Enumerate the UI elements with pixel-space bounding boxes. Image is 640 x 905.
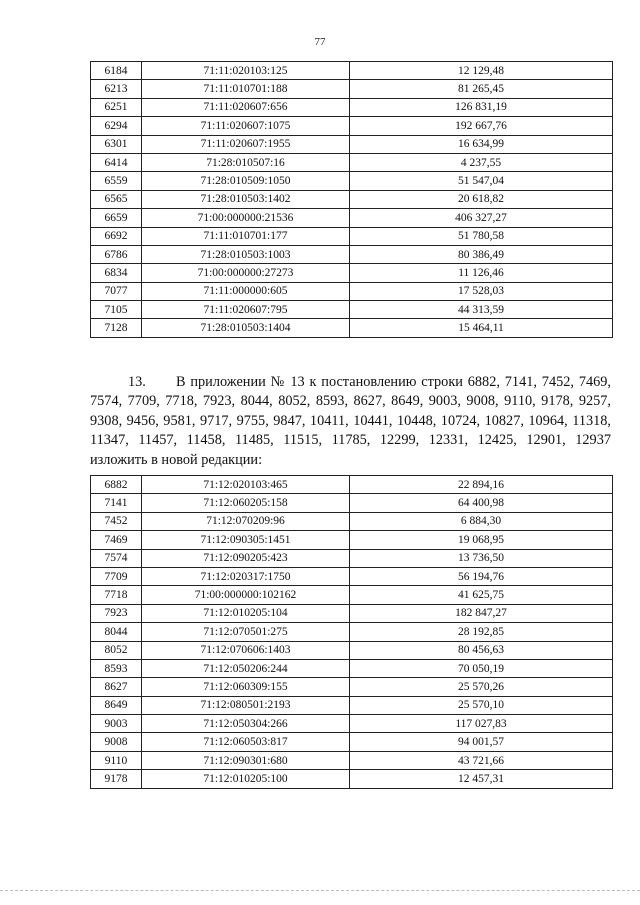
row-number-cell: 7077 [91,282,142,300]
value-cell: 126 831,19 [350,98,613,116]
cadastral-number-cell: 71:12:080501:2193 [142,696,350,714]
row-number-cell: 7452 [91,512,142,530]
table-row [91,751,613,769]
table-row [91,319,613,337]
cadastral-number-cell: 71:11:020103:125 [142,62,350,80]
value-cell: 41 625,75 [350,586,613,604]
row-number-cell: 7105 [91,301,142,319]
cadastral-number-cell: 71:12:090205:423 [142,549,350,567]
value-cell: 44 313,59 [350,301,613,319]
value-cell: 15 464,11 [350,319,613,337]
cadastral-number-cell: 71:28:010503:1003 [142,245,350,263]
table-row [91,641,613,659]
cadastral-number-cell: 71:00:000000:102162 [142,586,350,604]
cadastral-number-cell: 71:12:020103:465 [142,476,350,494]
cadastral-number-cell: 71:12:060503:817 [142,733,350,751]
cadastral-number-cell: 71:12:060309:155 [142,678,350,696]
table-row [91,80,613,98]
row-number-cell: 6414 [91,153,142,171]
table-row [91,586,613,604]
row-number-cell: 6565 [91,190,142,208]
cadastral-number-cell: 71:12:020317:1750 [142,567,350,585]
table-row [91,301,613,319]
table-row [91,494,613,512]
row-number-cell: 6692 [91,227,142,245]
cadastral-number-cell: 71:12:010205:104 [142,604,350,622]
row-number-cell: 9110 [91,751,142,769]
value-cell: 12 129,48 [350,62,613,80]
cadastral-number-cell: 71:12:060205:158 [142,494,350,512]
cadastral-number-cell: 71:12:050206:244 [142,659,350,677]
value-cell: 17 528,03 [350,282,613,300]
row-number-cell: 9003 [91,715,142,733]
cadastral-number-cell: 71:28:010503:1402 [142,190,350,208]
cadastral-number-cell: 71:11:020607:795 [142,301,350,319]
row-number-cell: 7469 [91,531,142,549]
row-number-cell: 6882 [91,476,142,494]
table-row [91,715,613,733]
cadastral-number-cell: 71:12:010205:100 [142,770,350,788]
cadastral-number-cell: 71:11:020607:656 [142,98,350,116]
cadastral-number-cell: 71:11:020607:1075 [142,117,350,135]
table-row [91,604,613,622]
value-cell: 28 192,85 [350,623,613,641]
cadastral-number-cell: 71:28:010503:1404 [142,319,350,337]
table-row [91,623,613,641]
table-row [91,512,613,530]
cadastral-number-cell: 71:11:010701:188 [142,80,350,98]
row-number-cell: 7574 [91,549,142,567]
cadastral-number-cell: 71:12:090301:680 [142,751,350,769]
row-number-cell: 6213 [91,80,142,98]
value-cell: 13 736,50 [350,549,613,567]
value-cell: 56 194,76 [350,567,613,585]
table-row [91,282,613,300]
value-cell: 16 634,99 [350,135,613,153]
table-row [91,245,613,263]
cadastral-table-top-body [91,62,613,338]
value-cell: 117 027,83 [350,715,613,733]
value-cell: 192 667,76 [350,117,613,135]
row-number-cell: 6251 [91,98,142,116]
value-cell: 43 721,66 [350,751,613,769]
value-cell: 64 400,98 [350,494,613,512]
paragraph-number: 13. [128,374,146,390]
value-cell: 81 265,45 [350,80,613,98]
cadastral-table-top [90,61,613,338]
paragraph-text: В приложении № 13 к постановлению строки 6882, 7141, 7452, 7469, 7574, 7709, 7718, 7923, 8044, 8052, 8593, 8627, 8649, 9003, 9008, 9110, 9178, 9257, 9308, 9456, 9581, 9717, 9755, 9847, 10411, 10441, 10448, 10724, 10827, 10964, 11318, 11347, 11457, 11458, 11485, 11515, 11785, 12299, 12331, 12425, 12901, 12937 изложить в новой редакции: [90,374,611,468]
value-cell: 51 780,58 [350,227,613,245]
row-number-cell: 8052 [91,641,142,659]
table-row [91,549,613,567]
table-row [91,567,613,585]
row-number-cell: 6559 [91,172,142,190]
amendment-paragraph [90,373,611,470]
value-cell: 94 001,57 [350,733,613,751]
cadastral-number-cell: 71:28:010509:1050 [142,172,350,190]
table-row [91,696,613,714]
row-number-cell: 7141 [91,494,142,512]
table-row [91,678,613,696]
value-cell: 12 457,31 [350,770,613,788]
cadastral-number-cell: 71:12:090305:1451 [142,531,350,549]
table-row [91,264,613,282]
cadastral-table-bottom [90,475,613,789]
row-number-cell: 8627 [91,678,142,696]
table-row [91,476,613,494]
table-row [91,733,613,751]
row-number-cell: 9178 [91,770,142,788]
row-number-cell: 8044 [91,623,142,641]
row-number-cell: 6834 [91,264,142,282]
footer-rule [0,890,640,892]
table-row [91,62,613,80]
table-row [91,209,613,227]
cadastral-number-cell: 71:11:020607:1955 [142,135,350,153]
value-cell: 70 050,19 [350,659,613,677]
value-cell: 4 237,55 [350,153,613,171]
row-number-cell: 7718 [91,586,142,604]
value-cell: 6 884,30 [350,512,613,530]
row-number-cell: 7923 [91,604,142,622]
row-number-cell: 7128 [91,319,142,337]
value-cell: 11 126,46 [350,264,613,282]
row-number-cell: 8649 [91,696,142,714]
value-cell: 22 894,16 [350,476,613,494]
cadastral-number-cell: 71:12:070209:96 [142,512,350,530]
row-number-cell: 6184 [91,62,142,80]
cadastral-number-cell: 71:00:000000:21536 [142,209,350,227]
cadastral-number-cell: 71:11:000000:605 [142,282,350,300]
table-row [91,117,613,135]
cadastral-number-cell: 71:12:070501:275 [142,623,350,641]
row-number-cell: 6786 [91,245,142,263]
value-cell: 80 386,49 [350,245,613,263]
cadastral-number-cell: 71:28:010507:16 [142,153,350,171]
cadastral-table-bottom-body [91,476,613,789]
table-row [91,659,613,677]
table-row [91,227,613,245]
value-cell: 182 847,27 [350,604,613,622]
value-cell: 406 327,27 [350,209,613,227]
row-number-cell: 9008 [91,733,142,751]
table-row [91,153,613,171]
table-row [91,770,613,788]
value-cell: 19 068,95 [350,531,613,549]
row-number-cell: 6294 [91,117,142,135]
cadastral-number-cell: 71:00:000000:27273 [142,264,350,282]
value-cell: 25 570,26 [350,678,613,696]
cadastral-number-cell: 71:12:050304:266 [142,715,350,733]
value-cell: 20 618,82 [350,190,613,208]
cadastral-number-cell: 71:11:010701:177 [142,227,350,245]
value-cell: 25 570,10 [350,696,613,714]
page-number: 77 [314,36,326,48]
table-row [91,531,613,549]
row-number-cell: 7709 [91,567,142,585]
value-cell: 80 456,63 [350,641,613,659]
table-row [91,98,613,116]
value-cell: 51 547,04 [350,172,613,190]
cadastral-number-cell: 71:12:070606:1403 [142,641,350,659]
table-row [91,135,613,153]
table-row [91,190,613,208]
row-number-cell: 8593 [91,659,142,677]
table-row [91,172,613,190]
row-number-cell: 6301 [91,135,142,153]
row-number-cell: 6659 [91,209,142,227]
